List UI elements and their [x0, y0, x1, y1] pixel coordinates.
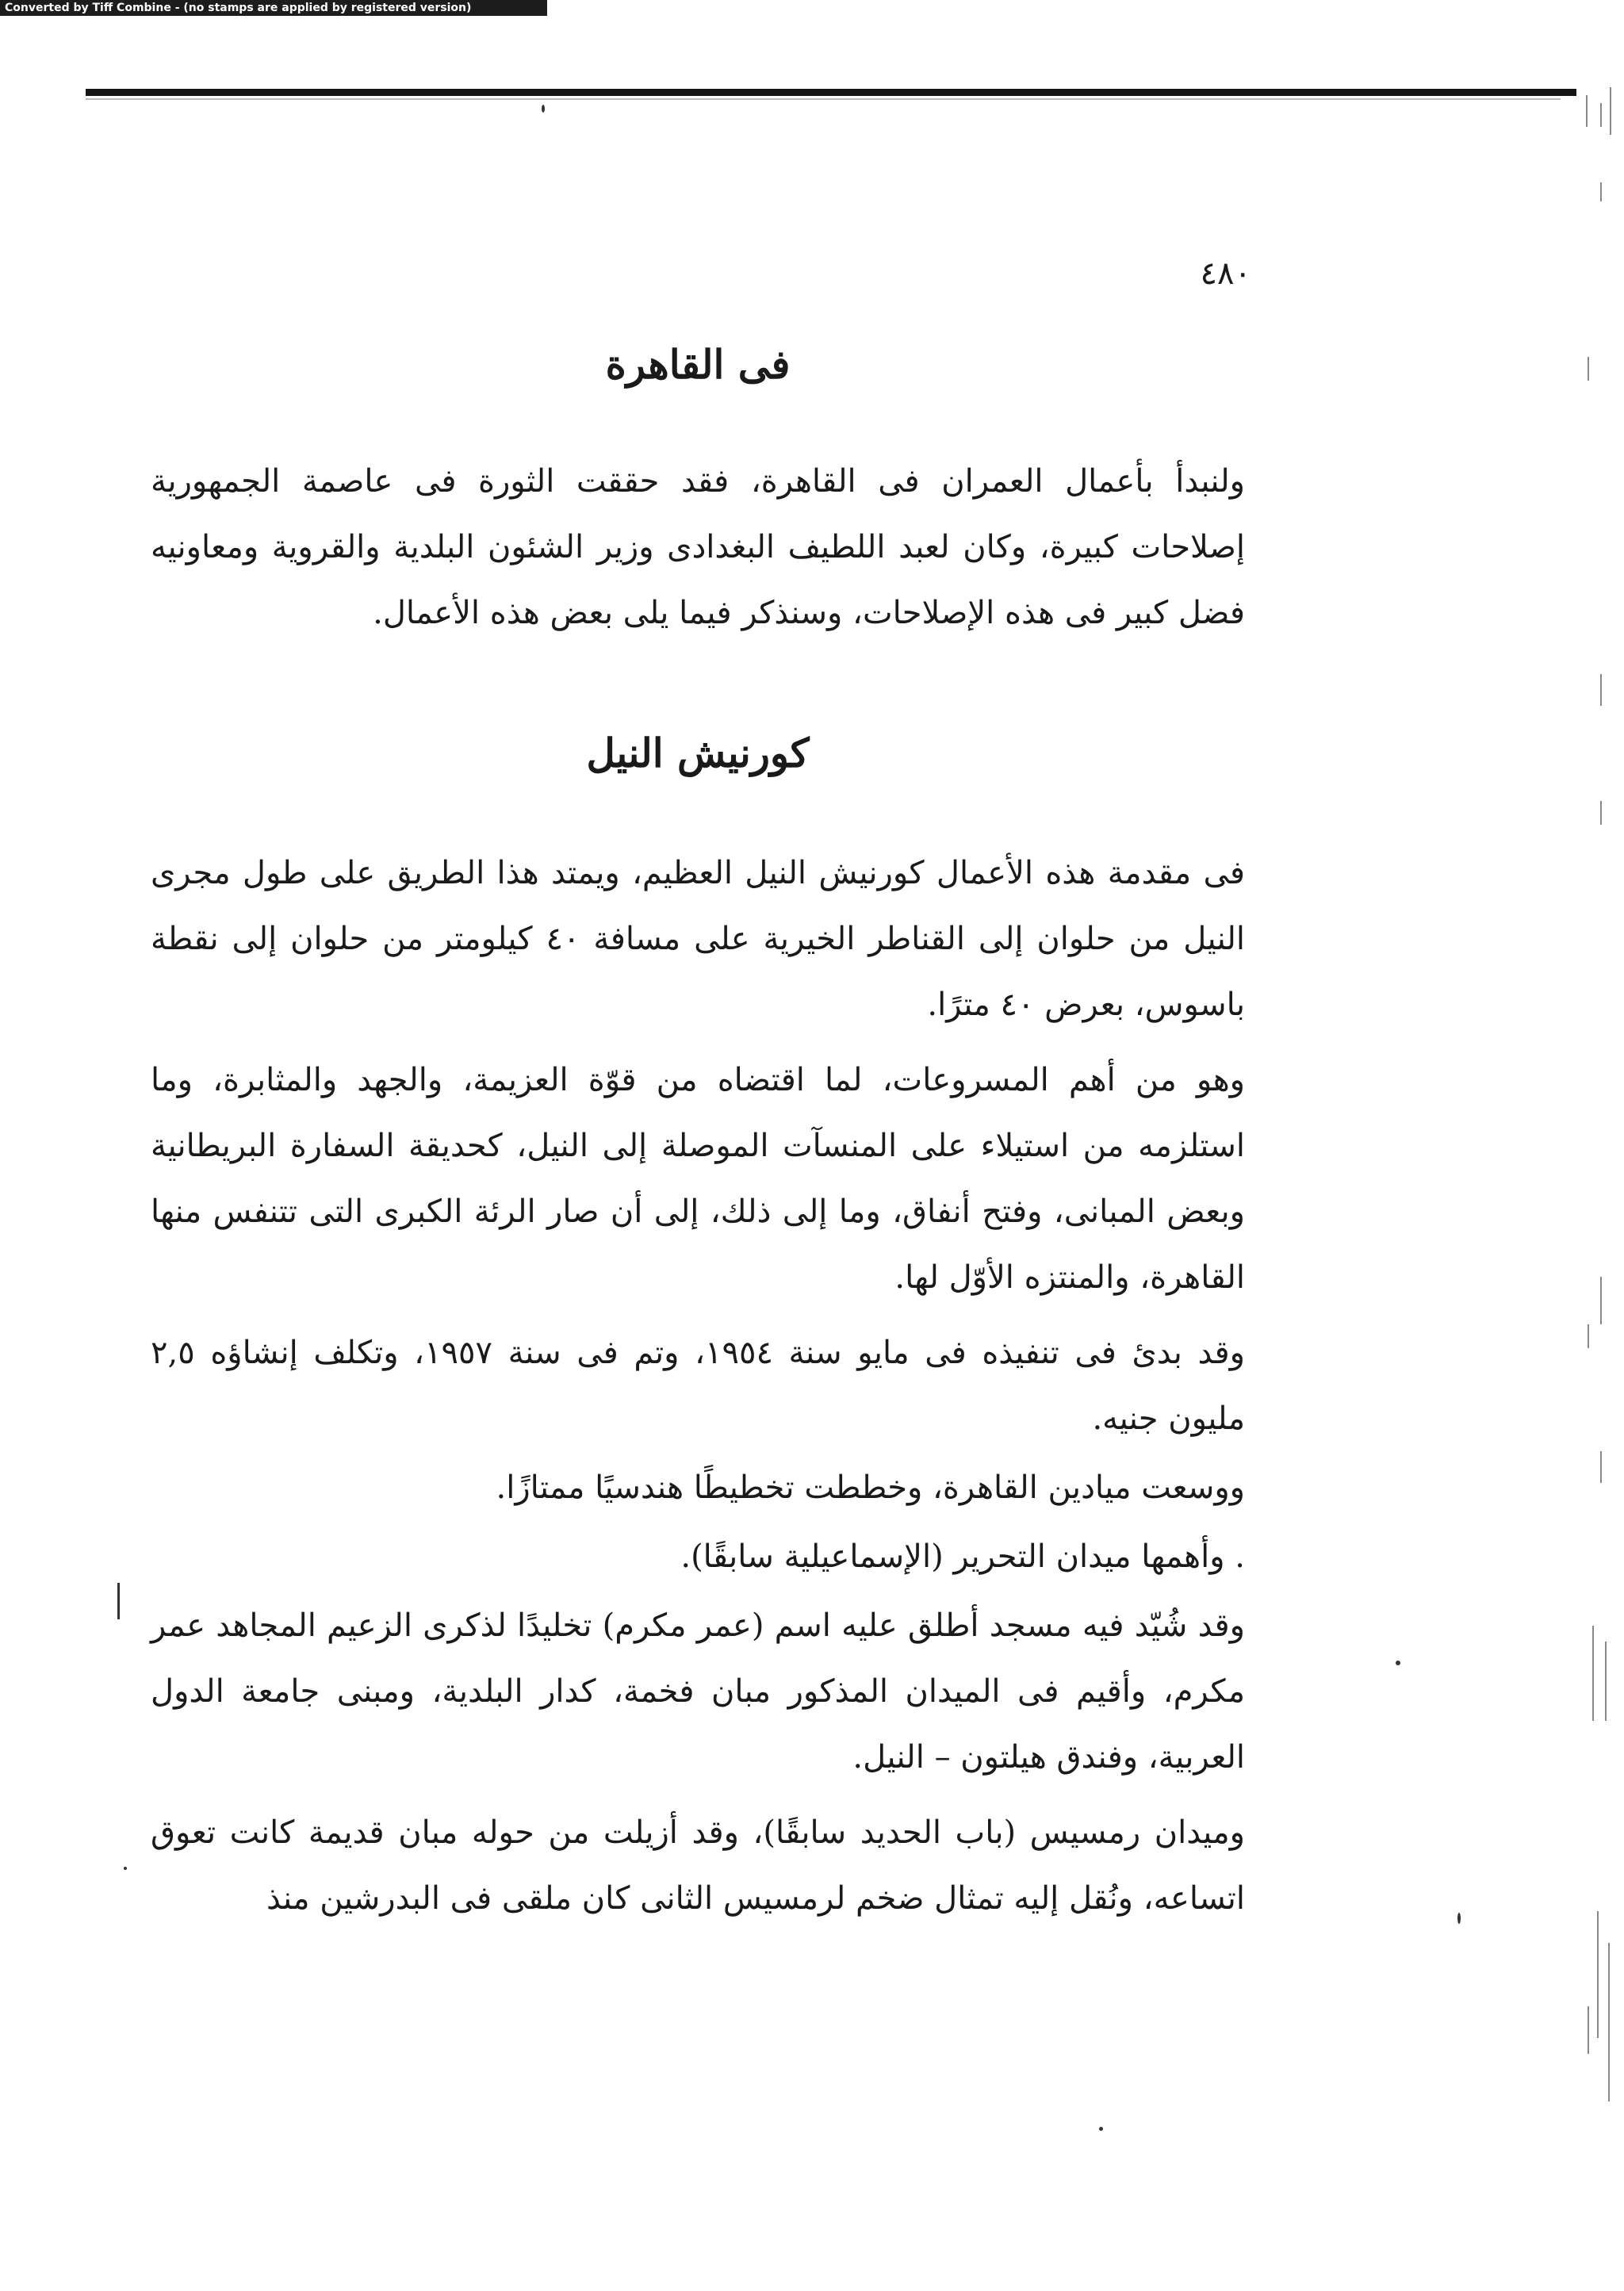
paragraph: ووسعت ميادين القاهرة، وخططت تخطيطًا هندسيًا ممتازًا. [496, 1469, 1245, 1506]
paragraph: وقد شُيّد فيه مسجد أطلق عليه اسم (عمر مكرم) تخليدًا لذكرى الزعيم المجاهد عمر مكرم، وأقيم فى الميدان المذكور مبان فخمة، كدار البلدية، ومبنى جامعة الدول العربية، وفندق هيلتون – النيل. [151, 1607, 1245, 1776]
paragraph: ولنبدأ بأعمال العمران فى القاهرة، فقد حققت الثورة فى عاصمة الجمهورية إصلاحات كبيرة، وكان لعبد اللطيف البغدادى وزير الشئون البلدية والقروية ومعاونيه فضل كبير فى هذه الإصلاحات، وسنذكر فيما يلى بعض هذه الأعمال. [151, 463, 1245, 631]
section-heading-nile-corniche: كورنيش النيل [586, 730, 810, 776]
section-heading-cairo: فى القاهرة [605, 341, 791, 388]
paragraph: وقد بدئ فى تنفيذه فى مايو سنة ١٩٥٤، وتم فى سنة ١٩٥٧، وتكلف إنشاؤه ٢,٥ مليون جنيه. [151, 1335, 1245, 1437]
page-number: ٤٨٠ [1200, 255, 1251, 292]
scan-speck [1457, 1913, 1461, 1924]
section-nile-corniche-body [151, 841, 1245, 1932]
converter-banner: Converted by Tiff Combine - (no stamps are applied by registered version) [0, 0, 547, 16]
scan-speck [542, 105, 545, 113]
section-cairo-body [151, 449, 1245, 646]
top-rule-shadow [86, 98, 1561, 100]
scan-speck [117, 1583, 120, 1619]
paragraph: وميدان رمسيس (باب الحديد سابقًا)، وقد أزيلت من حوله مبان قديمة كانت تعوق اتساعه، ونُقل إليه تمثال ضخم لرمسيس الثانى كان ملقى فى البدرشين منذ [151, 1814, 1245, 1917]
scan-speck [1396, 1661, 1400, 1665]
paragraph: . وأهمها ميدان التحرير (الإسماعيلية سابقًا). [680, 1538, 1245, 1575]
paragraph: وهو من أهم المسروعات، لما اقتضاه من قوّة العزيمة، والجهد والمثابرة، وما استلزمه من استيلاء على المنسآت الموصلة إلى النيل، كحديقة السفارة البريطانية وبعض المبانى، وفتح أنفاق، وما إلى ذلك، إلى أن صار الرئة الكبرى التى تتنفس منها القاهرة، والمنتزه الأوّل لها. [151, 1062, 1245, 1296]
top-rule [86, 89, 1576, 96]
scan-speck [1099, 2127, 1103, 2131]
scan-edge-marks [1537, 87, 1624, 2149]
scan-speck [124, 1867, 127, 1870]
paragraph: فى مقدمة هذه الأعمال كورنيش النيل العظيم، ويمتد هذا الطريق على طول مجرى النيل من حلوان إلى القناطر الخيرية على مسافة ٤٠ كيلومتر من حلوان إلى نقطة باسوس، بعرض ٤٠ مترًا. [151, 855, 1245, 1023]
